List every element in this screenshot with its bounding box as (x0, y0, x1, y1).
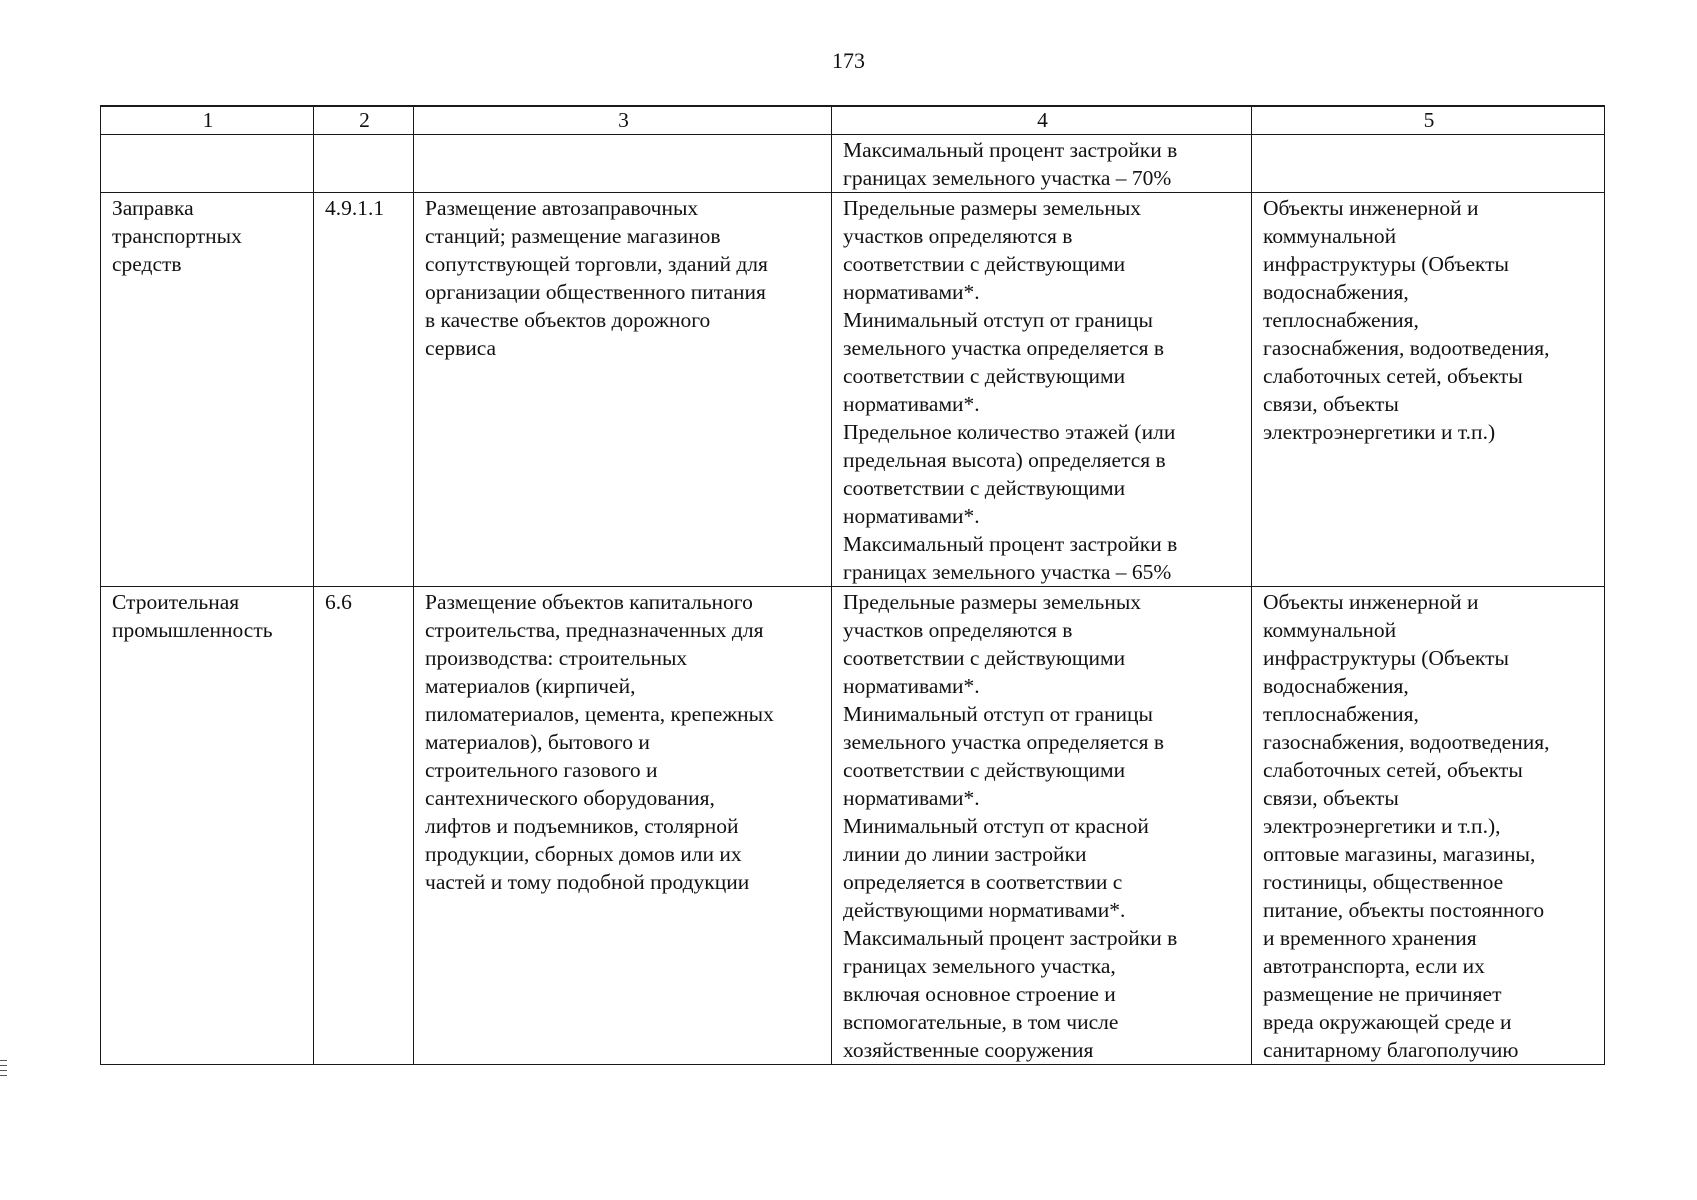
page-number: 173 (832, 48, 865, 73)
zoning-table (100, 105, 1605, 1065)
scan-edge-marks (0, 1060, 8, 1140)
cell-auxiliary-uses: Объекты инженерной и коммунальной инфраструктуры (Объекты водоснабжения, теплоснабжения, газоснабжения, водоотведения, слаботочных сетей, объекты связи, объекты электроэнергетики и т.п.), оптовые магазины, магазины, гостиницы, общественное питание, объекты постоянного и временного хранения автотранспорта, если их размещение не причиняет вреда окружающей среде и санитарному благополучию (1252, 587, 1605, 1065)
cell-parameters: Максимальный процент застройки в границах земельного участка – 70% (832, 135, 1252, 193)
cell-code: 6.6 (314, 587, 414, 1065)
column-header-4: 4 (832, 106, 1252, 135)
table-row (101, 587, 1605, 1065)
table-row (101, 193, 1605, 587)
cell-use-name: Заправка транспортных средств (101, 193, 314, 587)
cell-use-name (101, 135, 314, 193)
cell-parameters: Предельные размеры земельных участков определяются в соответствии с действующими нормативами*. Минимальный отступ от границы земельного участка определяется в соответствии с действующими нормативами*. Предельное количество этажей (или предельная высота) определяется в соответствии с действующими нормативами*. Максимальный процент застройки в границах земельного участка – 65% (832, 193, 1252, 587)
column-header-2: 2 (314, 106, 414, 135)
cell-description: Размещение автозаправочных станций; размещение магазинов сопутствующей торговли, зданий для организации общественного питания в качестве объектов дорожного сервиса (414, 193, 832, 587)
cell-auxiliary-uses: Объекты инженерной и коммунальной инфраструктуры (Объекты водоснабжения, теплоснабжения, газоснабжения, водоотведения, слаботочных сетей, объекты связи, объекты электроэнергетики и т.п.) (1252, 193, 1605, 587)
cell-code: 4.9.1.1 (314, 193, 414, 587)
cell-use-name: Строительная промышленность (101, 587, 314, 1065)
table-header-row (101, 106, 1605, 135)
cell-description (414, 135, 832, 193)
column-header-1: 1 (101, 106, 314, 135)
column-header-3: 3 (414, 106, 832, 135)
cell-description: Размещение объектов капитального строительства, предназначенных для производства: строительных материалов (кирпичей, пиломатериалов, цемента, крепежных материалов), бытового и строительного газового и сантехнического оборудования, лифтов и подъемников, столярной продукции, сборных домов или их частей и тому подобной продукции (414, 587, 832, 1065)
cell-auxiliary-uses (1252, 135, 1605, 193)
cell-code (314, 135, 414, 193)
cell-parameters: Предельные размеры земельных участков определяются в соответствии с действующими нормативами*. Минимальный отступ от границы земельного участка определяется в соответствии с действующими нормативами*. Минимальный отступ от красной линии до линии застройки определяется в соответствии с действующими нормативами*. Максимальный процент застройки в границах земельного участка, включая основное строение и вспомогательные, в том числе хозяйственные сооружения (832, 587, 1252, 1065)
table-row (101, 135, 1605, 193)
column-header-5: 5 (1252, 106, 1605, 135)
